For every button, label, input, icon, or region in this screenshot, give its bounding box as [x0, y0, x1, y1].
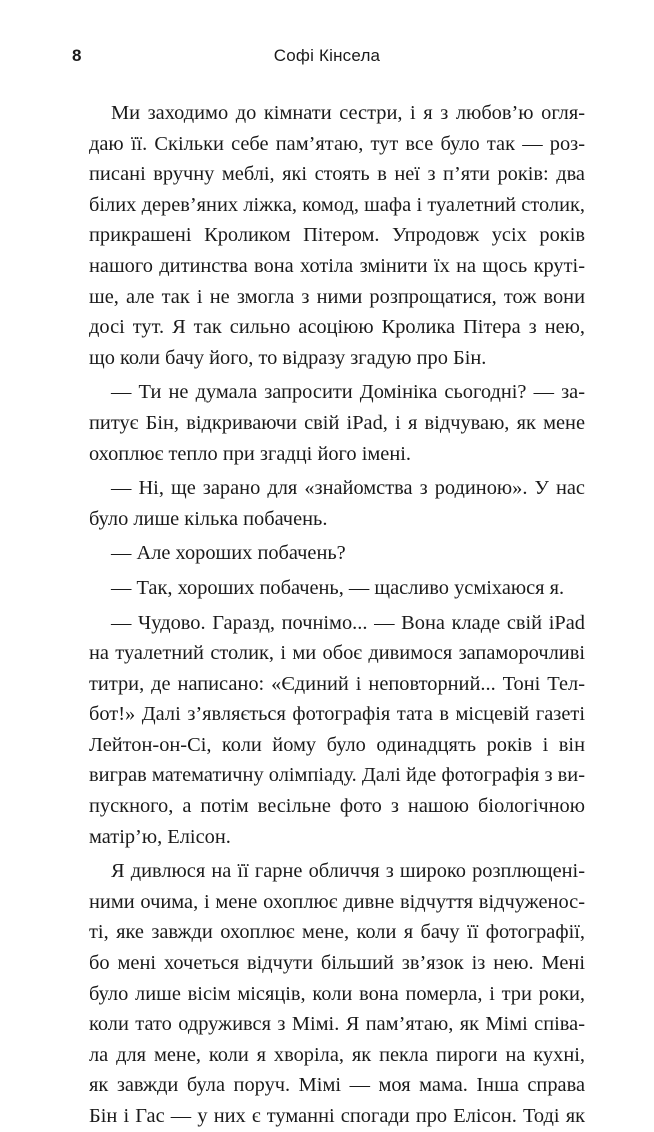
text-line: ті, яке завжди охоплює мене, коли я бачу її фотографії, — [89, 921, 585, 944]
paragraph — [89, 538, 585, 569]
text-line: — Ні, ще зарано для «знайомства з родиною». У нас — [111, 477, 585, 500]
paragraph — [89, 573, 585, 604]
text-line: бо мені хочеться відчути більший зв’язок із нею. Мені — [89, 952, 585, 975]
text-line: питує Бін, відкриваючи свій iPad, і я відчуваю, як мене — [89, 411, 585, 434]
page-number: 8 — [72, 46, 82, 65]
paragraph — [89, 377, 585, 469]
text-line: бот!» Далі з’являється фотографія тата в місцевій газеті — [89, 703, 585, 726]
text-line: — Але хороших побачень? — [111, 542, 346, 565]
text-line: нашого дитинства вона хотіла змінити їх на щось круті- — [89, 254, 585, 277]
paragraph — [89, 98, 585, 373]
paragraph — [89, 856, 585, 1131]
text-line: Лейтон-он-Сі, коли йому було одинадцять років і він — [89, 733, 585, 756]
text-line: Я дивлюся на її гарне обличчя з широко розплющені- — [111, 860, 585, 883]
text-line: титри, де написано: «Єдиний і неповторний... Тоні Тел- — [89, 672, 585, 695]
text-line: писані вручну меблі, які стоять в неї з п’яти років: два — [89, 163, 585, 186]
text-line: білих дерев’яних ліжка, комод, шафа і туалетний столик, — [89, 193, 585, 216]
text-line: — Чудово. Гаразд, почнімо... — Вона кладе свій iPad — [111, 611, 585, 634]
text-line: Бін і Гас — у них є туманні спогади про Елісон. Тоді як — [89, 1105, 585, 1127]
text-line: прикрашені Кроликом Пітером. Упродовж усіх років — [89, 224, 585, 247]
text-line: ла для мене, коли я хворіла, як пекла пироги на кухні, — [89, 1043, 585, 1066]
running-head-author: Софі Кінсела — [273, 46, 381, 65]
text-line: досі тут. Я так сильно асоціюю Кролика Пітера з нею, — [89, 316, 585, 339]
text-line: ше, але так і не змогла з ними розпрощатися, тож вони — [89, 285, 585, 308]
text-line: — Ти не думала запросити Домініка сьогодні? — за- — [111, 381, 585, 404]
text-line: даю її. Скільки себе пам’ятаю, тут все було так — роз- — [89, 132, 585, 155]
text-line: матір’ю, Елісон. — [89, 825, 231, 848]
page-header — [0, 44, 654, 72]
text-line: охоплює тепло при згадці його імені. — [89, 442, 411, 465]
text-line: виграв математичну олімпіаду. Далі йде фотографія з ви- — [89, 764, 585, 787]
text-line: — Так, хороших побачень, — щасливо усміхаюся я. — [111, 576, 565, 599]
text-line: що коли бачу його, то відразу згадую про Бін. — [89, 346, 487, 369]
text-line: було лише вісім місяців, коли вона померла, і три роки, — [89, 982, 585, 1005]
text-line: було лише кілька побачень. — [89, 507, 328, 530]
text-line: коли тато одружився з Мімі. Я пам’ятаю, як Мімі співа- — [89, 1013, 585, 1036]
paragraph — [89, 473, 585, 534]
text-line: Ми заходимо до кімнати сестри, і я з любов’ю огля- — [111, 102, 585, 124]
body-text — [89, 98, 585, 1132]
text-line: пускного, а потім весільне фото з нашою біологічною — [89, 795, 585, 818]
text-line: на туалетний столик, і ми обоє дивимося запаморочливі — [89, 642, 585, 665]
text-line: як завжди була поруч. Мімі — моя мама. Інша справа — [89, 1074, 585, 1097]
text-line: ними очима, і мене охоплює дивне відчуття відчуженос- — [89, 890, 585, 913]
paragraph — [89, 608, 585, 853]
